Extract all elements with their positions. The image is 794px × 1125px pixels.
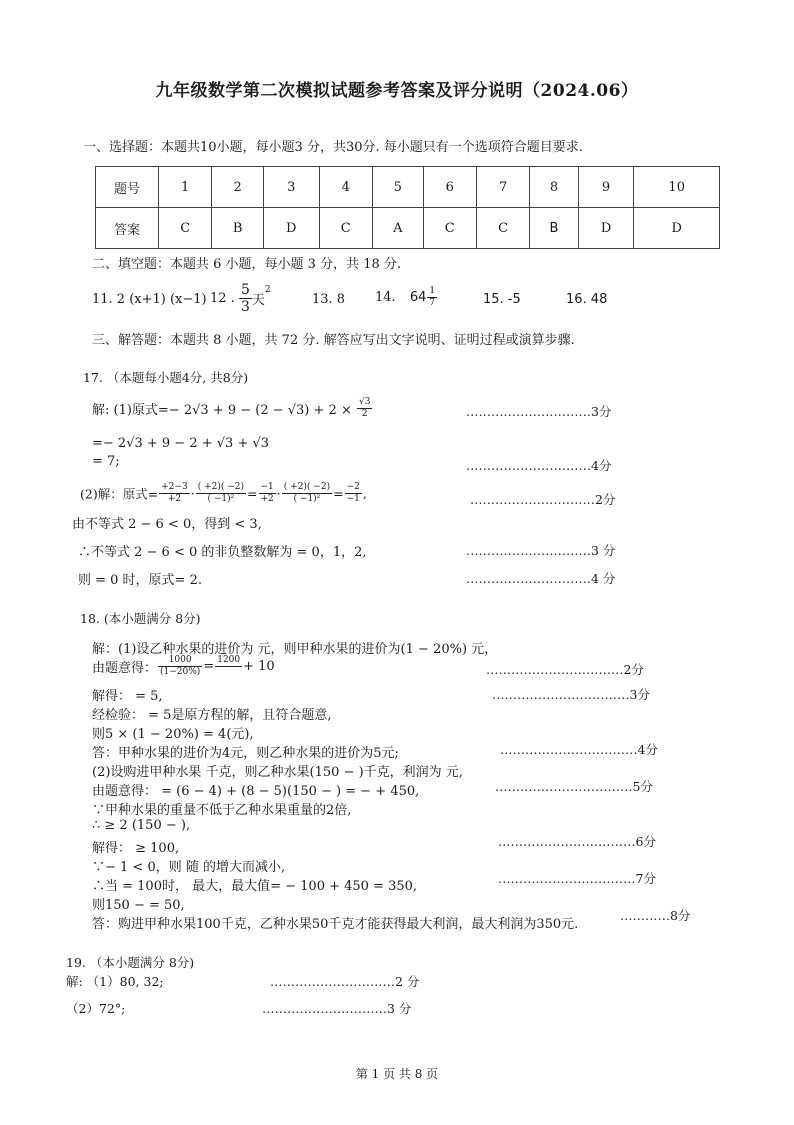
table-cell: 3 <box>263 167 319 208</box>
q18-line-9: ∵甲种水果的重量不低于乙种水果重量的2倍, <box>92 803 352 818</box>
table-cell: D <box>634 208 720 249</box>
table-cell: 4 <box>319 167 372 208</box>
comma: , <box>362 486 367 501</box>
q18-score-1: ……………………………2分 <box>486 662 644 677</box>
fraction-denominator: 7 <box>429 298 436 308</box>
q18-line-13: ∴当 = 100时， 最大，最大值= − 100 + 450 = 350, <box>92 879 418 894</box>
q18-line-2 <box>92 655 275 678</box>
q17-score-4: …………………………3 分 <box>466 543 616 558</box>
section-2-intro: 二、填空题：本题共 6 小题，每小题 3 分，共 18 分. <box>92 257 402 272</box>
answer-14-label: 14. <box>375 290 396 305</box>
fraction-denominator: +2 <box>260 494 274 504</box>
q17-line-7: 则 = 0 时，原式= 2. <box>78 573 202 588</box>
table-cell: 8 <box>530 167 578 208</box>
dot-operator: · <box>190 486 195 501</box>
answer-14-whole: 64 <box>409 290 427 305</box>
q17-score-2: …………………………4分 <box>466 458 612 473</box>
fraction-numerator: −2 <box>346 482 360 492</box>
fraction-denominator: ( −1)² <box>207 494 235 504</box>
q18-line-2-label: 由题意得： <box>92 661 158 676</box>
fraction-denominator: −1 <box>346 494 360 504</box>
table-row <box>96 208 720 249</box>
fraction-numerator: ( +2)( −2) <box>283 482 331 492</box>
q19-heading: 19. （本小题满分 8分) <box>66 955 195 970</box>
q19-line-1: 解: （1）80, 32; <box>66 974 164 989</box>
section-1-intro: 一、选择题：本题共10小题，每小题3 分，共30分. 每小题只有一个选项符合题目要求. <box>83 140 583 155</box>
q18-line-14: 则150 − = 50, <box>92 898 185 913</box>
q19-line-2: （2）72°; <box>66 1001 126 1016</box>
fraction <box>158 655 202 678</box>
fraction-denominator <box>215 667 242 678</box>
fraction-denominator: +2 <box>167 494 182 504</box>
q17-line-6: ∴不等式 2 − 6 < 0 的非负整数解为 = 0，1，2, <box>78 545 367 560</box>
table-cell: B <box>212 208 263 249</box>
q18-line-2-end: + 10 <box>243 659 275 674</box>
q17-line-5: 由不等式 2 − 6 < 0，得到 < 3, <box>72 517 262 532</box>
fraction <box>282 482 332 505</box>
table-cell: 7 <box>476 167 529 208</box>
answer-12 <box>210 282 271 315</box>
q19-score-2: …………………………3 分 <box>262 1001 412 1016</box>
q18-score-4: ……………………………5分 <box>495 779 653 794</box>
q19-score-1: …………………………2 分 <box>270 974 420 989</box>
answer-12-sup: 2 <box>264 285 271 295</box>
dot-operator: · <box>276 486 281 501</box>
table-cell: A <box>372 208 423 249</box>
fraction-numerator: 1200 <box>217 655 241 665</box>
q17-part2-label: (2)解：原式= <box>80 486 159 502</box>
table-cell: C <box>159 208 212 249</box>
table-cell: 6 <box>423 167 476 208</box>
fraction <box>196 482 246 505</box>
table-header-cell: 答案 <box>96 208 159 249</box>
fraction-denominator: (1−20%) <box>160 667 201 677</box>
q18-line-8: 由题意得： = (6 − 4) + (8 − 5)(150 − ) = − + 450, <box>92 784 420 799</box>
equals-sign: = <box>333 486 344 501</box>
table-cell: 9 <box>578 167 634 208</box>
fraction-numerator: 5 <box>240 282 250 298</box>
table-cell: 1 <box>159 167 212 208</box>
q18-line-1: 解：(1)设乙种水果的进价为 元，则甲种水果的进价为(1 − 20%) 元， <box>92 642 498 657</box>
q18-line-6: 答：甲种水果的进价为4元，则乙种水果的进价为5元; <box>92 746 399 761</box>
table-cell: D <box>578 208 634 249</box>
table-cell: C <box>476 208 529 249</box>
q18-score-3: ……………………………4分 <box>500 742 658 757</box>
q18-line-10: ∴ ≥ 2 (150 − ), <box>92 818 191 833</box>
fraction <box>215 655 242 678</box>
page-footer: 第 1 页 共 8 页 <box>355 1067 439 1081</box>
fraction <box>259 482 276 505</box>
fraction-denominator: 2 <box>361 409 368 419</box>
fraction <box>159 482 190 505</box>
table-row <box>96 167 720 208</box>
table-header-cell: 题号 <box>96 167 159 208</box>
fraction-numerator: 1000 <box>158 655 202 667</box>
q17-line-1-text: 解: (1)原式=− 2√3 + 9 − (2 − √3) + 2 × <box>92 403 352 418</box>
q18-line-11: 解得： ≥ 100, <box>92 841 180 856</box>
section-3-intro: 三、解答题：本题共 8 小题，共 72 分. 解答应写出文字说明、证明过程或演算步骤. <box>92 333 575 348</box>
q18-score-5: ……………………………6分 <box>498 834 656 849</box>
answer-13: 13. 8 <box>312 292 346 307</box>
answer-12-unit: 天 <box>251 293 265 308</box>
answer-12-label: 12 . <box>210 291 235 306</box>
q18-heading: 18. (本小题满分 8分) <box>80 611 201 626</box>
page-title: 九年级数学第二次模拟试题参考答案及评分说明（2024.06） <box>155 81 639 101</box>
q18-line-5: 则5 × (1 − 20%) = 4(元), <box>92 727 254 742</box>
q18-line-3: 解得： = 5, <box>92 689 163 704</box>
q17-line-1 <box>92 397 373 420</box>
q17-sqrt3-over-2 <box>357 397 372 420</box>
answer-14-fraction <box>427 286 437 309</box>
fraction-numerator: ( +2)( −2) <box>197 482 245 492</box>
fraction-denominator: 3 <box>240 299 250 315</box>
q18-line-7: (2)设购进甲种水果 千克，则乙种水果(150 − )千克，利润为 元, <box>92 765 463 780</box>
fraction-denominator: ( −1)² <box>293 494 321 504</box>
fraction-numerator: −1 <box>260 482 274 492</box>
q17-score-1: …………………………3分 <box>466 404 612 419</box>
table-cell: C <box>423 208 476 249</box>
table-cell: 10 <box>634 167 720 208</box>
answer-15: 15. -5 <box>483 292 521 307</box>
q17-heading: 17. （本题每小题4分, 共8分) <box>83 370 249 385</box>
fraction <box>345 482 362 505</box>
equals-sign: = <box>203 659 215 674</box>
q17-score-5: …………………………4 分 <box>466 571 616 586</box>
q17-line-4 <box>80 482 367 505</box>
q17-line-2: =− 2√3 + 9 − 2 + √3 + √3 <box>92 436 270 451</box>
q18-line-4: 经检验： = 5是原方程的解，且符合题意, <box>92 708 332 723</box>
answer-12-fraction <box>239 282 252 315</box>
fraction-numerator: 1 <box>429 286 436 296</box>
table-cell: C <box>319 208 372 249</box>
fraction-numerator: √3 <box>358 397 371 407</box>
fraction-numerator: +2−3 <box>161 482 188 492</box>
table-cell: 2 <box>212 167 263 208</box>
answer-14 <box>375 286 438 309</box>
q18-score-7: …………8分 <box>620 908 691 923</box>
q18-line-12: ∵− 1 < 0，则 随 的增大而减小, <box>92 860 286 875</box>
equals-sign: = <box>247 486 258 501</box>
answer-16: 16. 48 <box>566 292 608 307</box>
q18-score-2: ……………………………3分 <box>492 687 650 702</box>
q18-line-15: 答：购进甲种水果100千克，乙种水果50千克才能获得最大利润，最大利润为350元. <box>92 917 579 932</box>
q17-score-3: …………………………2分 <box>470 492 616 507</box>
table-cell: 5 <box>372 167 423 208</box>
q17-line-3: = 7; <box>92 454 120 469</box>
answer-table <box>95 166 720 249</box>
answer-11: 11. 2 (x+1) (x−1) <box>92 292 207 307</box>
table-cell: D <box>263 208 319 249</box>
table-cell: B <box>530 208 578 249</box>
q18-score-6: ……………………………7分 <box>498 871 656 886</box>
